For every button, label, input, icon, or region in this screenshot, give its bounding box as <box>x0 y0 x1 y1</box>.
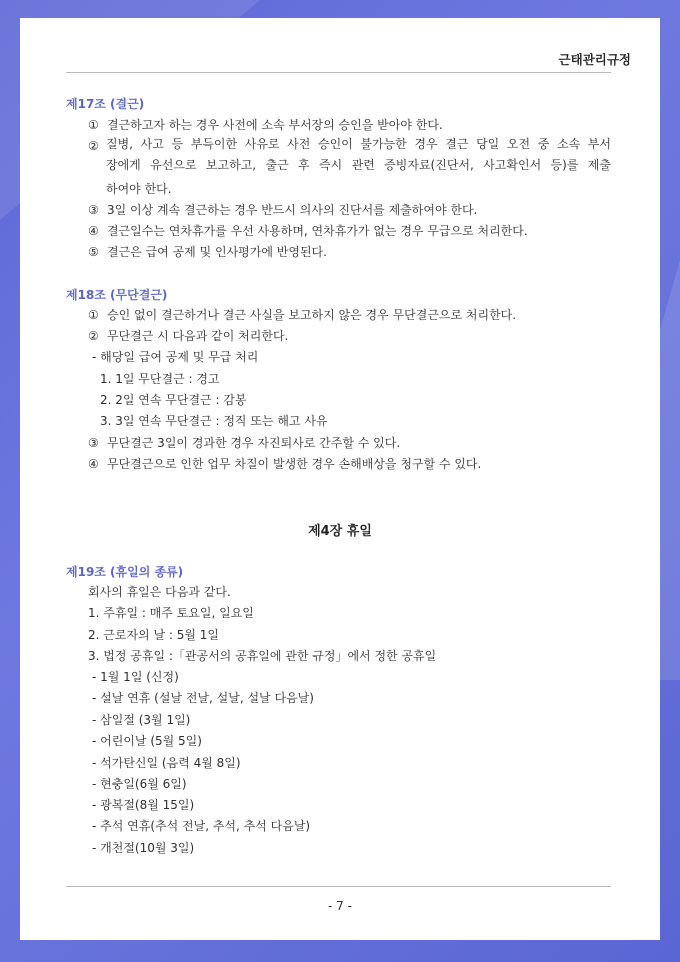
chapter-title: 제4장 휴일 <box>308 524 372 539</box>
item-number: ⑤ <box>88 245 99 259</box>
page-number: - 7 - <box>328 899 352 913</box>
article-18-item-3 <box>88 435 400 451</box>
item-text: 승인 없이 결근하거나 결근 사실을 보고하지 않은 경우 무단결근으로 처리한다. <box>107 308 517 322</box>
article-19-item-2: 2. 근로자의 날 : 5월 1일 <box>88 628 219 642</box>
article-17-item-1 <box>88 117 443 133</box>
item-text: 3일 이상 계속 결근하는 경우 반드시 의사의 진단서를 제출하여야 한다. <box>107 203 478 217</box>
article-17-item-2-line-2: 장에게 유선으로 보고하고, 출근 후 즉시 관련 증빙자료(진단서, 사고확인서 등)를 제출 <box>106 158 611 172</box>
header-divider <box>66 72 611 73</box>
article-18-subitem-1: 1. 1일 무단결근 : 경고 <box>100 372 220 386</box>
item-text: 무단결근 시 다음과 같이 처리한다. <box>107 329 289 343</box>
item-number: ④ <box>88 457 99 471</box>
article-17-item-2-line-1: 질병, 사고 등 부득이한 사유로 사전 승인이 불가능한 경우 결근 당일 오전 중 소속 부서 <box>106 137 611 151</box>
item-text: 무단결근 3일이 경과한 경우 자진퇴사로 간주할 수 있다. <box>107 436 401 450</box>
holiday-item: - 설날 연휴 (설날 전날, 설날, 설날 다음날) <box>92 691 314 705</box>
holiday-item: - 1월 1일 (신정) <box>92 670 179 684</box>
article-18-item-2 <box>88 328 288 344</box>
holiday-item: - 개천절(10월 3일) <box>92 841 195 855</box>
item-text: 결근은 급여 공제 및 인사평가에 반영된다. <box>107 245 327 259</box>
holiday-item: - 석가탄신일 (음력 4월 8일) <box>92 756 241 770</box>
holiday-item: - 현충일(6월 6일) <box>92 777 187 791</box>
document-title: 근태관리규정 <box>558 52 631 67</box>
article-18-item-1 <box>88 307 516 323</box>
article-19-item-1: 1. 주휴일 : 매주 토요일, 일요일 <box>88 606 254 620</box>
item-number: ② <box>88 329 99 343</box>
item-number: ③ <box>88 203 99 217</box>
article-19-item-3: 3. 법정 공휴일 :「관공서의 공휴일에 관한 규정」에서 정한 공휴일 <box>88 649 437 663</box>
holiday-item: - 추석 연휴(추석 전날, 추석, 추석 다음날) <box>92 819 311 833</box>
article-18-title: 제18조 (무단결근) <box>66 288 168 302</box>
article-18-subheading: - 해당일 급여 공제 및 무급 처리 <box>92 350 259 364</box>
holiday-item: - 어린이날 (5월 5일) <box>92 734 202 748</box>
article-17-item-2-number: ② <box>88 139 99 153</box>
article-17-item-3 <box>88 202 477 218</box>
item-text: 결근하고자 하는 경우 사전에 소속 부서장의 승인을 받아야 한다. <box>107 118 443 132</box>
item-text: 무단결근으로 인한 업무 차질이 발생한 경우 손해배상을 청구할 수 있다. <box>107 457 482 471</box>
item-number: ① <box>88 308 99 322</box>
item-number: ④ <box>88 224 99 238</box>
item-text: 결근일수는 연차휴가를 우선 사용하며, 연차휴가가 없는 경우 무급으로 처리한다. <box>107 224 528 238</box>
article-17-item-2-line-3: 하여야 한다. <box>106 182 172 196</box>
holiday-item: - 삼일절 (3월 1일) <box>92 713 191 727</box>
article-19-intro: 회사의 휴일은 다음과 같다. <box>88 585 231 599</box>
article-17-title: 제17조 (결근) <box>66 97 145 111</box>
article-17-item-4 <box>88 223 528 239</box>
article-18-subitem-2: 2. 2일 연속 무단결근 : 감봉 <box>100 393 247 407</box>
item-number: ③ <box>88 436 99 450</box>
footer-divider <box>66 886 611 887</box>
article-18-item-4 <box>88 456 481 472</box>
item-number: ① <box>88 118 99 132</box>
article-17-item-5 <box>88 244 327 260</box>
article-18-subitem-3: 3. 3일 연속 무단결근 : 정직 또는 해고 사유 <box>100 414 328 428</box>
holiday-item: - 광복절(8월 15일) <box>92 798 195 812</box>
article-19-title: 제19조 (휴일의 종류) <box>66 565 184 579</box>
